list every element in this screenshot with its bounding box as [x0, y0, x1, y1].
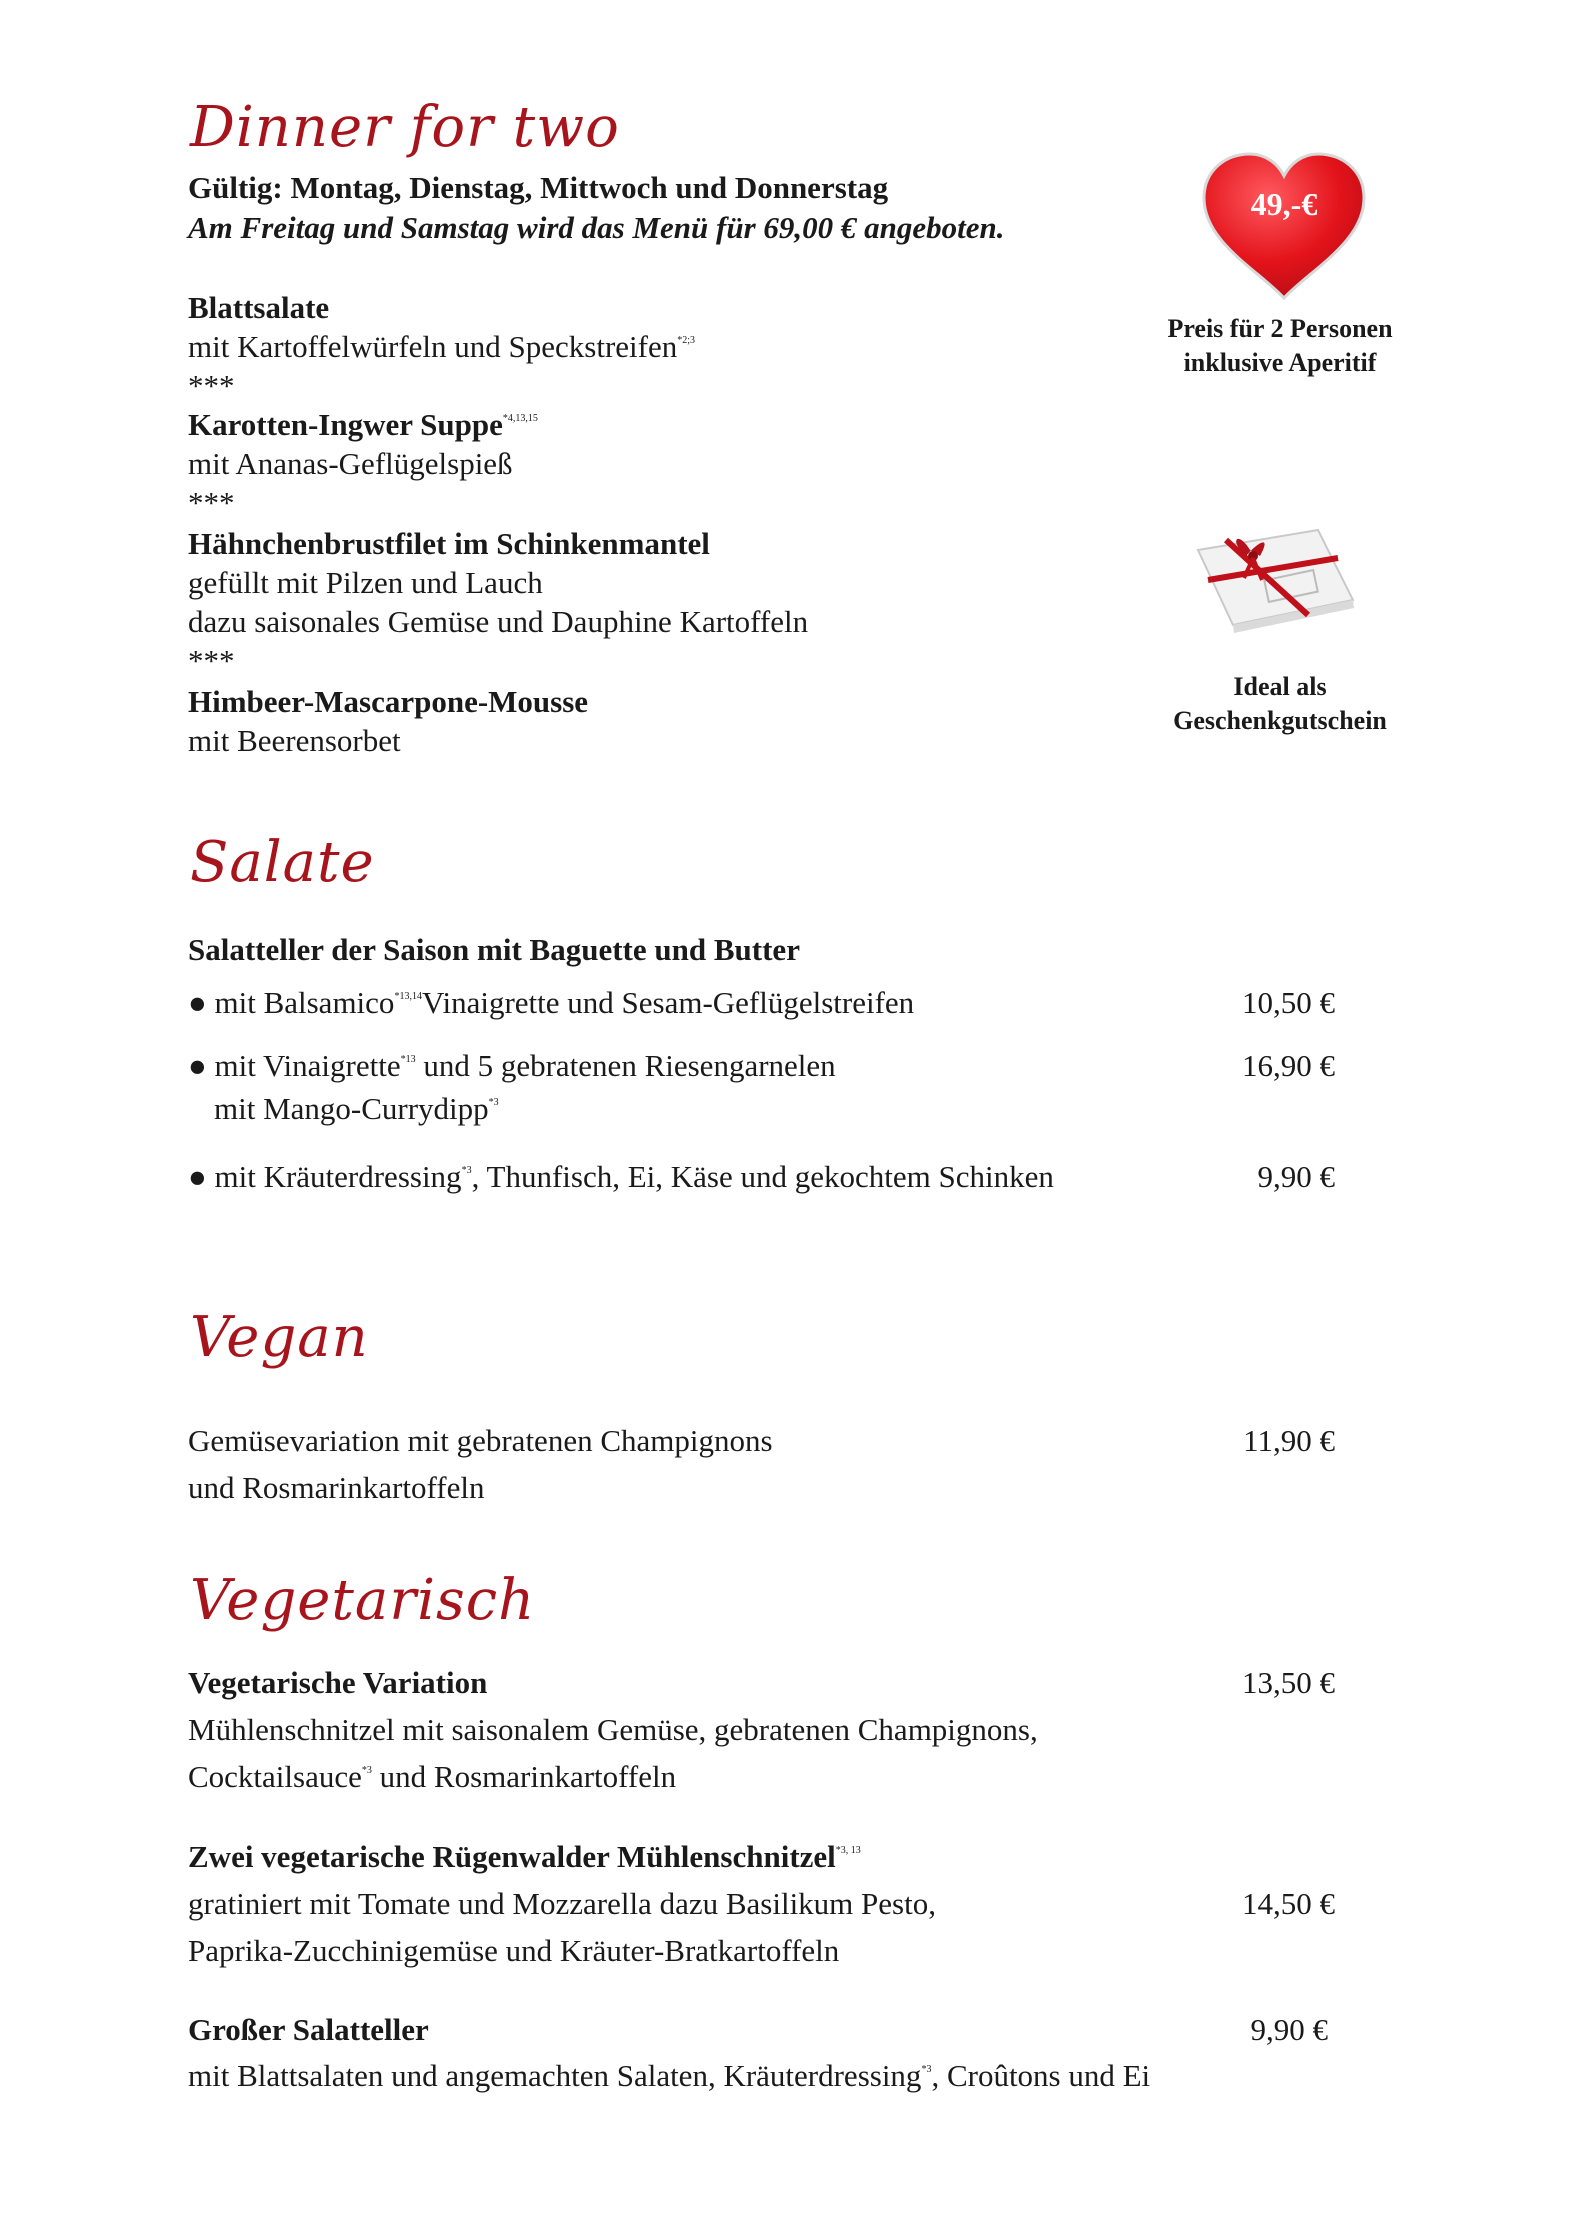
section-title-salate: Salate [190, 830, 375, 895]
dish-description: gratiniert mit Tomate und Mozzarella dazu Basilikum Pesto, [188, 1886, 936, 1921]
course-description: dazu saisonales Gemüse und Dauphine Kartoffeln [188, 604, 809, 639]
course-separator: *** [188, 368, 235, 403]
item-price: 14,50 € [1242, 1886, 1335, 1921]
gift-voucher-icon [1188, 520, 1360, 635]
list-item: ● mit Vinaigrette$^{*13}$ und 5 gebratenen Riesengarnelen [188, 1048, 836, 1083]
heart-icon [1198, 150, 1370, 302]
course-name: Karotten-Ingwer Suppe$^{*4,13,15}$ [188, 407, 538, 442]
course-separator: *** [188, 485, 235, 520]
section-title-vegan: Vegan [190, 1305, 369, 1370]
list-item: ● mit Kräuterdressing$^{*3}$, Thunfisch, Ei, Käse und gekochtem Schinken [188, 1159, 1054, 1194]
dish-description: Cocktailsauce$^{*3}$ und Rosmarinkartoffeln [188, 1759, 677, 1794]
vegan-dish: Gemüsevariation mit gebratenen Champignons [188, 1423, 773, 1458]
dish-name: Zwei vegetarische Rügenwalder Mühlenschnitzel$^{*3, 13}$ [188, 1839, 861, 1874]
list-item-detail: mit Mango-Currydipp$^{*3}$ [214, 1091, 499, 1126]
item-price: 11,90 € [1243, 1423, 1335, 1458]
salate-subtitle: Salatteller der Saison mit Baguette und Butter [188, 932, 800, 967]
course-description: mit Beerensorbet [188, 723, 401, 758]
dish-name: Großer Salatteller [188, 2012, 429, 2047]
item-price: 16,90 € [1242, 1048, 1335, 1083]
price-note: inklusive Aperitif [1183, 348, 1377, 377]
item-price: 10,50 € [1242, 985, 1335, 1020]
dish-description: mit Blattsalaten und angemachten Salaten, Kräuterdressing$^{*3}$, Croûtons und Ei [188, 2058, 1151, 2093]
course-name: Himbeer-Mascarpone-Mousse [188, 684, 589, 719]
vegan-dish-detail: und Rosmarinkartoffeln [188, 1470, 485, 1505]
gift-note: Ideal als [1233, 672, 1327, 701]
course-description: gefüllt mit Pilzen und Lauch [188, 565, 543, 600]
dish-description: Mühlenschnitzel mit saisonalem Gemüse, gebratenen Champignons, [188, 1712, 1038, 1747]
section-title-vegetarisch: Vegetarisch [190, 1568, 536, 1633]
section-title-dinner: Dinner for two [190, 95, 620, 160]
price-note: Preis für 2 Personen [1167, 314, 1393, 343]
dish-description: Paprika-Zucchinigemüse und Kräuter-Bratkartoffeln [188, 1933, 840, 1968]
course-name: Hähnchenbrustfilet im Schinkenmantel [188, 526, 710, 561]
course-description: mit Kartoffelwürfeln und Speckstreifen$^{*2;3}$ [188, 329, 696, 364]
item-price: 9,90 € [1250, 2012, 1328, 2047]
course-description: mit Ananas-Geflügelspieß [188, 446, 513, 481]
weekend-price-note: Am Freitag und Samstag wird das Menü für 69,00 € angeboten. [188, 210, 1005, 245]
dish-name: Vegetarische Variation [188, 1665, 488, 1700]
course-name: Blattsalate [188, 290, 330, 325]
heart-price: 49,-€ [1250, 186, 1318, 222]
item-price: 13,50 € [1242, 1665, 1335, 1700]
list-item: ● mit Balsamico$^{*13,14}$Vinaigrette und Sesam-Geflügelstreifen [188, 985, 915, 1020]
validity-days: Gültig: Montag, Dienstag, Mittwoch und Donnerstag [188, 170, 889, 205]
gift-note: Geschenkgutschein [1173, 706, 1387, 735]
item-price: 9,90 € [1257, 1159, 1335, 1194]
course-separator: *** [188, 643, 235, 678]
